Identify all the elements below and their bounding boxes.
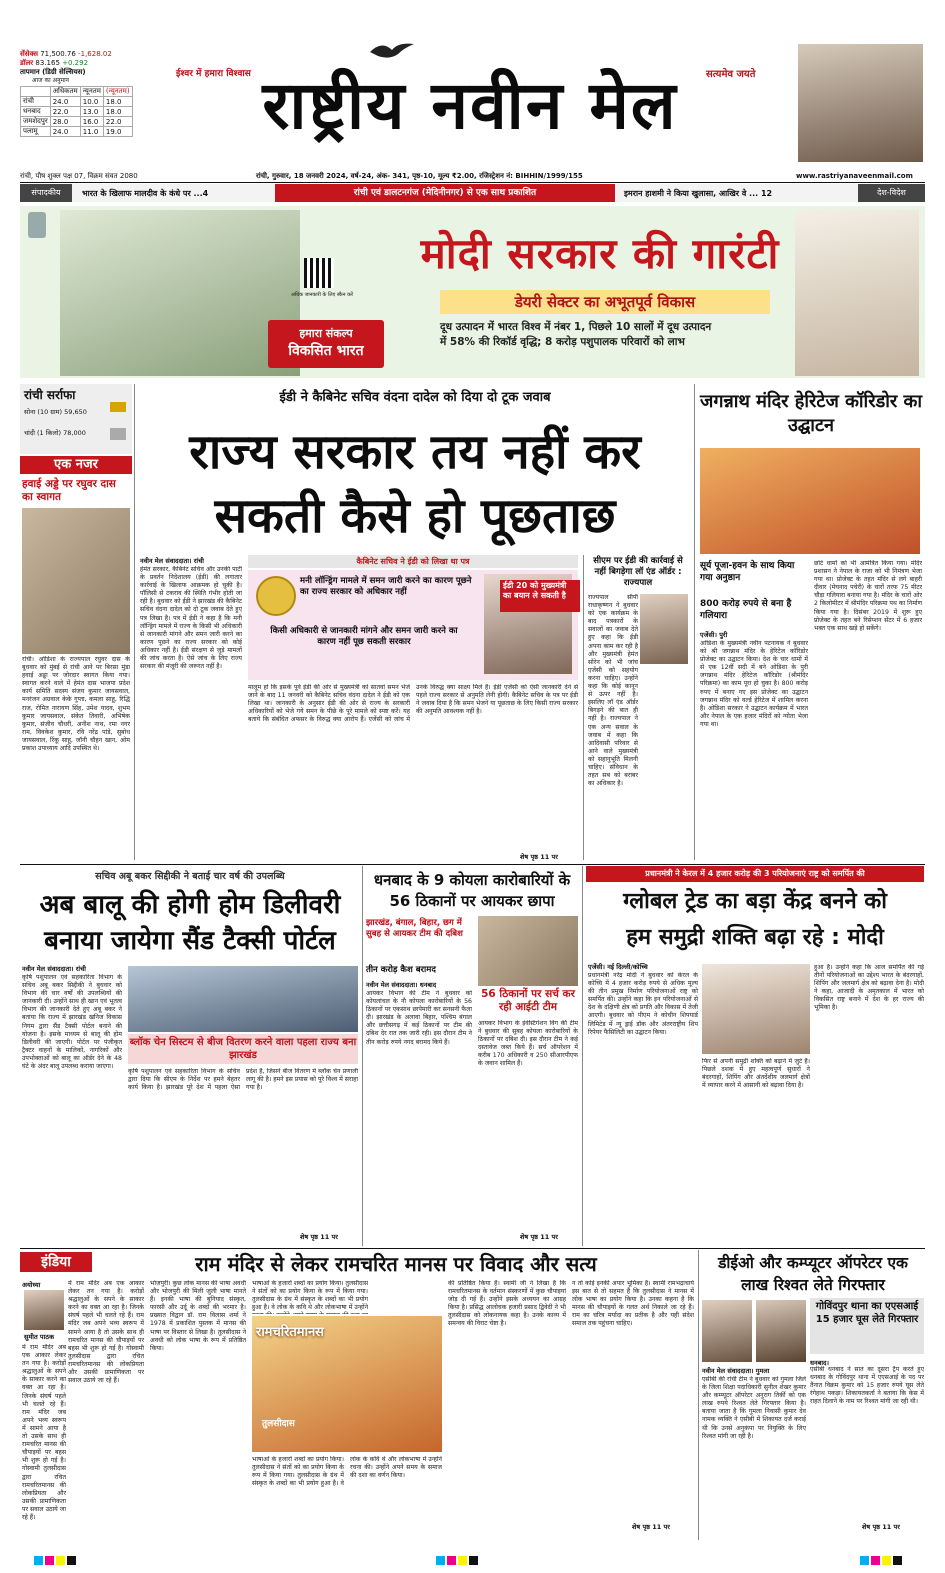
weather-cell: 19.0 <box>103 127 132 137</box>
weather-cell: 11.0 <box>80 127 103 137</box>
bribe-side-body: एसीबी धनबाद ने सात का दूसरा ट्रैप करते हुए धनबाद के गोविंदपुर थाना में एएसआई के पद पर तैनात विक्रम कुमार को 15 हजार रुपये घूस लेते रंगेहाथ पकड़ा। शिकायतकर्ता ने बताया कि केस में राहत दिलाने के नाम पर रिश्वत मांगी जा रही थी। <box>810 1366 924 1406</box>
governor-kicker: सीएम पर ईडी की कार्रवाई से नहीं बिगड़ेगा लॉ एंड ऑर्डर : राज्यपाल <box>593 556 683 588</box>
jagannath-photo <box>700 448 920 554</box>
dollar-value: 83.165 <box>35 59 60 67</box>
bribe-continued[interactable]: शेष पृष्ठ 11 पर <box>862 1523 900 1531</box>
sand-kicker: सचिव अबू बकर सिद्दीकी ने बताई चार वर्ष की उपलब्धि <box>95 871 285 882</box>
it-sub2: तीन करोड़ कैश बरामद <box>366 965 436 975</box>
bribe-headline: डीईओ और कम्प्यूटर ऑपरेटर एक लाख रिश्वत लेते गिरफ्तार <box>718 1254 908 1294</box>
ad-subheadline: डेयरी सेक्टर का अभूतपूर्व विकास <box>440 290 770 314</box>
silver-icon <box>110 428 126 440</box>
divider <box>362 866 363 1246</box>
it-raid-photo <box>478 916 578 986</box>
lead-body-2: मालूम हो कि इसके पूर्व ईडी की ओर से मुख्यमंत्री को सातवां समन भेजे जाने के बाद 11 जनवरी को कैबिनेट सचिव वंदना दादेल ने ईडी को एक लिखा था। जानकारी के अनुसार ईडी की ओर से राज्य के सरकारी अधिकारियों को भेजे गये समन के पीछे के पूरे मामले को स्पष्ट करें। यह बताये कि संबंधित अफसर के विरुद्ध क्या आरोप हैं। एजेंसी को जांच में उनके विरुद्ध क्या साक्ष्य मिले हैं। ईडी एजेंसी को ऐसी जानकारी देने से पहले राज्य सरकार से अनुमति लेनी होगी। कैबिनेट सचिव के पत्र पर ईडी ने जवाब दिया है कि समन भेजने या पूछताछ के लिए किसी राज्य सरकार की अनुमति आवश्यक नहीं है। <box>248 684 578 724</box>
brief-text: रांची। ओडिशा के राज्यपाल रघुवर दास के बुधवार को मुंबई से रांची आने पर बिरसा मुंडा हवाई अड्डा पर जोरदार स्वागत किया गया। स्वागत करने वाले में हेमंत दास भाजपा प्रदेश कार्य समिति सदस्य संजय कुमार जायसवाल, मनरंजन अग्रवाल केके गुप्ता, कमला साहू, रिद्धि राज, रोमित नारायण सिंह, उमेश यादव, शुभम कुमार जायसवाल, संकेत तिवारी, अभिषेक कुमार, संजीव चौधरी, अनीश नाथ, रमा नगर राम, विवकेश कुमार, रवि नरेंद्र पांडे, सुबोध जायसवाल, रिंकू साहू, जॉनी चौहन खान, ओम प्रकाश उपाध्याय आदि उपस्थित थे। <box>22 656 130 753</box>
weather-cell: 22.0 <box>103 117 132 127</box>
india-body-2: भोजपुरी। कुछ लोक मानस की भाषा अवधी और भोजपुरी की मिली जुली भाषा मानते हैं। इनकी भाषा की बुनियाद संस्कृत, फारसी और उर्दू के शब्दों की भरमार है। प्रख्यात विद्वान डॉ. राम विलास शर्मा ने 1978 में प्रकाशित पुस्तक में मानस की भाषा पर विस्तार से लिखा है। तुलसीदास ने अवधी को लोक भाषा के रूप में प्रतिष्ठित किया। <box>150 1280 246 1352</box>
india-body-3b: भाषाओं के हजारों शब्दों का प्रयोग किया। तुलसीदास ने संतों को का प्रयोग किया के रूप में किया गया। तुलसीदास के ग्रंथ में संस्कृत के शब्दों का भी प्रयोग हुआ है। वे लोक के कवि थे और लोकभाषा में उन्होंने रचना की। उन्होंने अपने समय के समाज की दशा का वर्णन किया। <box>252 1456 442 1488</box>
emblem-icon <box>28 212 46 238</box>
weather-cell: 24.0 <box>50 97 80 107</box>
pm-photo <box>795 210 919 376</box>
top-strip <box>20 184 925 202</box>
modi-photo <box>702 964 810 1054</box>
sand-body-2: कृषि पशुपालन एवं सहकारिता विभाग के सचिव द्वारा दिया कि सीएम के निर्देश पर हमने बेहतर कार्य किया है। झारखंड पूरे देश में पहला ऐसा प्रदेश है, जिसने बीज वितरण में ब्लॉक चेन प्रणाली लागू की है। हमने इस प्रयास को पूरे विश्व में सराहा गया है। <box>128 1068 358 1092</box>
website: www.rastriyanaveenmail.com <box>796 172 913 180</box>
it-byline: नवीन मेल संवाददाता। धनबाद <box>366 981 437 989</box>
strip-right-label[interactable]: देश-विदेश <box>858 184 925 202</box>
weather-cell: 13.0 <box>80 107 103 117</box>
divider <box>20 182 925 183</box>
weather-title: तापमान (डिग्री सेल्सियस) <box>20 68 86 76</box>
jagannath-sub: सूर्य पूजा-हवन के साथ किया गया अनुष्ठान <box>700 561 795 583</box>
divider <box>134 384 135 860</box>
ed-quote-2: किसी अधिकारी से जानकारी मांगने और समन जारी करने का कारण नहीं पूछ सकती सरकार <box>270 626 458 647</box>
it-sub: झारखंड, बंगाल, बिहार, छग में सुबह से आयकर टीम की दबिश <box>366 918 463 939</box>
lead-body-1: हेमंत सरकार, कैबिनेट सचिव और उनकी पार्टी के प्रवर्तन निदेशालय (ईडी) की लगातार कार्रवाई के खिलाफ आक्रमक हो चुकी है। पॉलिसी से टकराव की स्थिति गंभीर होती जा रही है। बुधवार को ईडी ने झारखंड की कैबिनेट सचिव वंदना दादेल को दो टूक जवाब देते हुए पत्र लिखा है। पत्र में ईडी ने कहा है कि मनी लॉन्ड्रिंग मामले में राज्य के किसी भी अधिकारी से जानकारी मांगने और समन जारी करने का कारण पूछने का राज्य सरकार को कोई अधिकार नहीं है। ईडी संरक्षण से जुड़े मामलों की जांच करता है। ऐसे जांच के लिए राज्य सरकार की मंजूरी की जरूरत नहीं है। <box>140 566 242 671</box>
divider <box>582 866 583 1246</box>
gold-icon <box>110 402 126 412</box>
jagannath-headline: जगन्नाथ मंदिर हेरिटेज कॉरिडोर का उद्घाटन <box>700 391 922 436</box>
weather-header: अधिकतम <box>50 87 80 97</box>
sarafa-box <box>20 384 132 454</box>
ed-box-title: कैबिनेट सचिव ने ईडी को लिखा था पत्र <box>248 555 578 568</box>
ed-quote-1: मनी लॉन्ड्रिंग मामले में समन जारी करने का कारण पूछने का राज्य सरकार को अधिकार नहीं <box>300 576 472 597</box>
it-continued[interactable]: शेष पृष्ठ 11 पर <box>520 1233 558 1241</box>
modi-body-2: फिर से अपनी समुद्री शक्ति को बढ़ाने में जुटे हैं। पिछले दशक में हुए महत्वपूर्ण सुधारों ने बंदरगाहों, शिपिंग और अंतर्देशीय जलमार्ग क्षेत्रों में व्यापार करने में आसानी को बढ़ावा दिया है। <box>702 1058 810 1090</box>
india-byline: अयोध्या <box>22 1281 41 1289</box>
modi-body-3: हुआ है। उन्होंने कहा कि आज समर्पित की गई तीनों परियोजनाओं का उद्देश्य भारत के बंदरगाहों, शिपिंग और जलमार्ग क्षेत्र को बढ़ावा देना है। मोदी ने कहा, आजादी के अमृतकाल में भारत को विकसित राष्ट्र बनाने में देश के हर राज्य की भूमिका है। <box>814 964 924 1012</box>
sand-continued[interactable]: शेष पृष्ठ 11 पर <box>300 1233 338 1241</box>
india-body-3: भाषाओं के हजारों शब्दों का प्रयोग किया। तुलसीदास ने संतों को का प्रयोग किया के रूप में किया गया। तुलसीदास के ग्रंथ में संस्कृत के शब्दों का भी प्रयोग हुआ है। वे लोक के कवि थे और लोकभाषा में उन्होंने <box>252 1280 368 1312</box>
qr-note: अधिक जानकारी के लिए स्कैन करें <box>291 292 353 298</box>
jagannath-body-2: छोटे धामों को भी आमंत्रित किया गया। मंदिर प्रशासन ने नेपाल के राजा को भी निमंत्रण भेजा गया था। प्रोजेक्ट के तहत मंदिर से लगे बाहरी दीवार (मेघनाद पचेरी) के चारों तरफ 75 मीटर चौड़ा गलियारा बनाया गया है। मंदिर के चारों ओर 2 किलोमीटर में श्रीमंदिर परिक्रमा पथ का निर्माण किया गया है। दिसंबर 2019 में शुरू हुए प्रोजेक्ट के तहत बने रिसेप्शन सेंटर में 6 हजार भक्त एक साथ खड़े हो सकेंगे। <box>814 560 922 632</box>
brief-photo <box>22 508 130 654</box>
weather-cell: 22.0 <box>50 107 80 117</box>
color-registration-marks <box>34 1550 78 1569</box>
strip-left-label[interactable]: संपादकीय <box>20 184 72 202</box>
author-name: सुमीत पाठक <box>24 1333 55 1341</box>
strip-right-text[interactable]: इमरान हाशमी ने किया खुलासा, आखिर वे ... 12 <box>624 189 773 198</box>
modi-kicker: प्रधानमंत्री ने केरल में 4 हजार करोड़ की 3 परियोजनाएं राष्ट्र को समर्पित की <box>586 866 924 882</box>
lead-kicker: ईडी ने कैबिनेट सचिव वंदना दादेल को दिया दो टूक जवाब <box>279 390 551 405</box>
weather-cell: रांची <box>21 97 51 107</box>
lead-headline-2: सकती कैसे हो पूछताछ <box>214 488 616 544</box>
lead-byline: नवीन मेल संवाददाता। रांची <box>140 557 204 565</box>
sand-byline: नवीन मेल संवाददाता। रांची <box>22 965 86 973</box>
it-headline: धनबाद के 9 कोयला कारोबारियों के 56 ठिकानों पर आयकर छापा <box>373 871 571 910</box>
divider <box>583 555 584 860</box>
jagannath-byline: एजेंसी। पुरी <box>700 631 728 639</box>
lead-continued[interactable]: शेष पृष्ठ 11 पर <box>520 853 558 861</box>
weather-header: (न्यूनतम) <box>103 87 132 97</box>
pledge-line1: हमारा संकल्प <box>299 327 353 340</box>
author-photo <box>24 1290 64 1330</box>
weather-header: न्यूनतम <box>80 87 103 97</box>
celebrity-photo <box>798 44 923 162</box>
sand-photo <box>128 966 358 1032</box>
it-body: आयकर विभाग की टीम ने बुधवार को कोयलांचल के नौ कोयला कारोबारियों के 56 ठिकानों पर एकसाथ छापेमारी कर सनसनी फैला दी। झारखंड के अलावा बिहार, पश्चिम बंगाल और छत्तीसगढ़ में कई ठिकानों पर टीम की दबिश देर रात तक जारी रही। इस दौरान टीम ने तीन करोड़ रुपये नगद बरामद किये हैं। <box>366 990 472 1046</box>
it-photo-caption: 56 ठिकानों पर सर्च कर रही आईटी टीम <box>481 988 575 1013</box>
ad-headline: मोदी सरकार की गारंटी <box>420 229 780 278</box>
sand-headline-2: बनाया जायेगा सैंड टैक्सी पोर्टल <box>44 926 336 956</box>
governor-body: राज्यपाल सीपी राधाकृष्णन ने बुधवार को एक कार्यक्रम के बाद पत्रकारों के सवालों का जवाब देते हुए कहा कि ईडी अपना काम कर रही है और मुख्यमंत्री हेमंत सोरेन को भी जांच एजेंसी को सहयोग करना चाहिए। उन्होंने कहा कि कोई कानून से ऊपर नहीं है। इसलिए लॉ एंड ऑर्डर बिगड़ने की बात ही नहीं है। राज्यपाल ने एक अन्य सवाल के जवाब में कहा कि आदिवासी परिवार से आने वाले मुख्यमंत्री को सहानुभूति मिलनी चाहिए। संविधान के तहत सब को बराबर का अधिकार है। <box>588 594 638 788</box>
weather-cell: 18.0 <box>103 97 132 107</box>
ad-line2: में 58% की रिकॉर्ड वृद्धि; 8 करोड़ पशुपालक परिवारों को लाभ <box>440 336 685 348</box>
qr-code <box>304 258 334 288</box>
india-body-1: में राम मंदिर अब एक आकार लेकर तन गया है। करोड़ों श्रद्धालुओं के सपने के साकार करने का वक्त आ रहा है। जिनके संघर्ष पहले भी चलते रहे हैं। राम मंदिर जब अपने भव्य स्वरूप में सामने आया है तो उसके साथ ही रामचरित मानस की चौपाइयों पर बहस भी शुरू हो गई है। गोस्वामी तुलसीदास द्वारा रचित रामचरितमानस की लोकप्रियता और उसकी प्रामाणिकता पर सवाल उठाये जा रहे हैं। <box>68 1280 144 1385</box>
it-body-2: आयकर विभाग के इंवेस्टिगेशन विंग की टीम ने बुधवार की सुबह कोयला कारोबारियों के ठिकानों पर दबिश दी। इस दौरान टीम ने कई दस्तावेज जब्त किये हैं। सर्च ऑपरेशन में करीब 170 अधिकारी व 250 सीआरपीएफ के जवान शामिल हैं। <box>478 1020 578 1068</box>
governor-photo <box>640 594 688 664</box>
color-registration-marks <box>860 1550 904 1569</box>
lead-headline-1: राज्य सरकार तय नहीं कर <box>189 424 641 480</box>
blockchain-box: ब्लॉक चेन सिस्टम से बीज वितरण करने वाला पहला राज्य बना झारखंड <box>128 1034 358 1064</box>
india-continued[interactable]: शेष पृष्ठ 11 पर <box>632 1523 670 1531</box>
silver-rate: चांदी (1 किलो) 78,000 <box>24 429 86 437</box>
image-subtitle: तुलसीदास <box>262 1419 295 1429</box>
weather-subtitle: आज का अनुमान <box>32 77 69 84</box>
weather-table <box>20 86 133 137</box>
dollar-label: डॉलर <box>20 59 34 67</box>
bribe-body: एसीबी की रांची टीम ने बुधवार को गुमला जिले के जिला शिक्षा पदाधिकारी सुनील शेखर कुमार और कम्प्यूटर ऑपरेटर अनुराग तिर्की को एक लाख रुपये रिश्वत लेते गिरफ्तार किया है। बताया जाता है कि गुमला निवासी कुमार देव नामक व्यक्ति ने एसीबी में शिकायत दर्ज कराई थी कि उनसे अनुकंपा पर नियुक्ति के लिए रिश्वत मांगी जा रही है। <box>702 1376 806 1440</box>
weather-cell: 10.0 <box>80 97 103 107</box>
modi-body: प्रधानमंत्री नरेंद्र मोदी ने बुधवार को केरल के कोच्चि में 4 हजार करोड़ रुपये से अधिक मूल्य की तीन प्रमुख निर्माण परियोजनाओं राष्ट्र को समर्पित की। उन्होंने कहा कि इन परियोजनाओं से देश के दक्षिणी क्षेत्र को प्रगति और विकास में तेजी आएगी। बुधवार को पीएम ने कोचीन शिपयार्ड लिमिटेड में न्यू ड्राई डॉक और अंतरराष्ट्रीय शिप रिपेयर फैसिलिटी का उद्घाटन किया। <box>588 972 698 1036</box>
strip-center: रांची एवं डालटनगंज (मेदिनीनगर) से एक साथ प्रकाशित <box>275 184 615 202</box>
modi-headline-1: ग्लोबल ट्रेड का बड़ा केंद्र बनने को <box>623 889 887 914</box>
color-registration-marks <box>436 1550 480 1569</box>
india-body-4: की प्रतिष्ठित किया है। स्वामी जी ने लिखा है कि रामचरितमानस के वर्तमान संस्करणों में कुछ चौपाइयां जोड़ दी गई हैं। उन्होंने इसके अध्ययन का आग्रह किया है। प्रसिद्ध आलोचक हजारी प्रसाद द्विवेदी ने भी तुलसीदास को लोकनायक कहा है। उनके काव्य में समन्वय की विराट चेष्टा है। <box>448 1280 566 1328</box>
sand-headline-1: अब बालू की होगी होम डिलीवरी <box>39 890 341 920</box>
satyamev-jayate: सत्यमेव जयते <box>706 69 756 80</box>
modi-headline-2: हम समुद्री शक्ति बढ़ा रहे : मोदी <box>626 925 884 950</box>
image-title: रामचरितमानस <box>256 1325 324 1340</box>
dairy-farmer-photo <box>60 210 300 376</box>
divider <box>698 1250 699 1540</box>
sensex-change: -1,628.02 <box>78 50 112 58</box>
sensex-value: 71,500.76 <box>40 50 76 58</box>
dollar-change: +0.292 <box>62 59 89 67</box>
bribe-side-byline: धनबाद। <box>810 1359 829 1367</box>
weather-cell: 24.0 <box>50 127 80 137</box>
divider <box>694 384 695 860</box>
ad-body <box>440 320 785 350</box>
ed-box2-title: ईडी 20 को मुख्यमंत्री का बयान ले सकती है <box>500 580 580 612</box>
sarafa-title: रांची सर्राफा <box>24 388 76 402</box>
weather-cell: 18.0 <box>103 107 132 117</box>
pledge-line2: विकसित भारत <box>288 343 364 359</box>
motto: ईश्वर में हमारा विश्वास <box>176 69 251 79</box>
ek-nazar-label: एक नजर <box>20 456 132 474</box>
bribe-byline: नवीन मेल संवाददाता। गुमला <box>702 1367 770 1375</box>
jagannath-body: ओडिशा के मुख्यमंत्री नवीन पटनायक ने बुधवार को श्री जगन्नाथ मंदिर के हेरिटेज कॉरिडोर प्रोजेक्ट का उद्घाटन किया। देश के चार धामों में से एक 12वीं सदी में बने ओडिशा के पुरी जगन्नाथ मंदिर हेरिटेज कॉरिडोर (श्रीमंदिर परिक्रमा) का काम पूरा हो चुका है। 800 करोड़ रुपए में बनाए गए इस प्रोजेक्ट का उद्घाटन जगन्नाथ मंदिर को वर्ल्ड हेरिटेज में शामिल करना है। ओडिशा सरकार ने उद्घाटन कार्यक्रम में भारत और नेपाल के एक हजार मंदिरों को न्योता भेजा गया था। <box>700 640 808 728</box>
left-date: रांची, पौष शुक्ल पक्ष 07, विक्रम संवत 2080 <box>20 172 138 180</box>
modi-byline: एजेंसी। नई दिल्ली/कोच्चि <box>588 963 648 971</box>
bribe-side-title: गोविंदपुर थाना का एएसआई 15 हजार घूस लेते गिरफ्तार <box>810 1298 924 1354</box>
bribe-photo-1 <box>702 1300 752 1362</box>
masthead-title: राष्ट्रीय नवीन मेल <box>262 66 678 144</box>
bribe-photo-2 <box>756 1300 806 1362</box>
india-headline: राम मंदिर से लेकर रामचरित मानस पर विवाद और सत्य <box>195 1252 597 1276</box>
sensex-label: सेंसेक्स <box>20 50 38 58</box>
dateline: रांची, गुरुवार, 18 जनवरी 2024, वर्ष-24, अंक- 341, पृष्ठ-10, मूल्य ₹2.00, रजिस्ट्रेशन नं: BIHHIN/1999/155 <box>256 172 583 180</box>
weather-cell: धनबाद <box>21 107 51 117</box>
weather-cell: पलामू <box>21 127 51 137</box>
gold-rate: सोना (10 ग्राम) 59,650 <box>24 408 87 416</box>
ed-logo-icon <box>256 576 296 616</box>
sand-body: कृषि पशुपालन एवं सहकारिता विभाग के सचिव अबू बकर सिद्दीकी ने बुधवार को विभाग की चार वर्षों की उपलब्धियों की जानकारी दी। उन्होंने साथ ही खान एवं भूतत्व विभाग की जानकारी देते हुए अबू बकर ने बताया कि राज्य में झारखंड खनिज विकास निगम द्वारा सैंड टैक्सी पोर्टल बनाने की योजना है। इसके माध्यम से बालू की होम डिलीवरी की जाएगी। पोर्टल पर पंजीकृत ट्रैक्टर वाहनों के मालिकों, नागरिकों और उपभोक्ताओं को बालू का ऑर्डर देने के 48 घंटे के अंदर बालू उपलब्ध कराया जाएगा। <box>22 974 122 1071</box>
weather-cell: जमशेदपुर <box>21 117 51 127</box>
ad-line1: दूध उत्पादन में भारत विश्व में नंबर 1, पिछले 10 सालों में दूध उत्पादन <box>440 321 712 333</box>
brief-headline: हवाई अड्डे पर रघुवर दास का स्वागत <box>22 478 116 503</box>
divider <box>20 864 925 865</box>
market-box <box>20 50 148 137</box>
india-label: इंडिया <box>20 1252 92 1272</box>
pledge-box <box>268 320 384 368</box>
india-body-5: न तो कोई इनकी अपार भूमिका है। स्वामी रामभद्राचार्य इस बात से तो सहमत हैं कि तुलसीदास ने मानस में लोक भाषा का प्रयोग किया है। उनका कहना है कि मानस की चौपाइयों के गलत अर्थ निकाले जा रहे हैं। राम का चरित्र मर्यादा का प्रतीक है और यही संदेश समाज तक पहुंचना चाहिए। <box>572 1280 694 1328</box>
divider <box>20 1248 925 1249</box>
weather-cell: 16.0 <box>80 117 103 127</box>
strip-left-text[interactable]: भारत के खिलाफ मालदीव के कंधे पर ...4 <box>82 189 209 198</box>
india-body-1b: में राम मंदिर अब एक आकार लेकर तन गया है। करोड़ों श्रद्धालुओं के सपने के साकार करने का वक्त आ रहा है। जिनके संघर्ष पहले भी चलते रहे हैं। राम मंदिर जब अपने भव्य स्वरूप में सामने आया है तो उसके साथ ही रामचरित मानस की चौपाइयों पर बहस भी शुरू हो गई है। गोस्वामी तुलसीदास द्वारा रचित रामचरितमानस की लोकप्रियता और उसकी प्रामाणिकता पर सवाल उठाये जा रहे हैं। <box>22 1344 66 1521</box>
jagannath-sub2: 800 करोड़ रुपये से बना है गलियारा <box>700 599 792 621</box>
weather-cell: 28.0 <box>50 117 80 127</box>
ramcharitmanas-image <box>252 1316 442 1452</box>
weather-header <box>21 87 51 97</box>
